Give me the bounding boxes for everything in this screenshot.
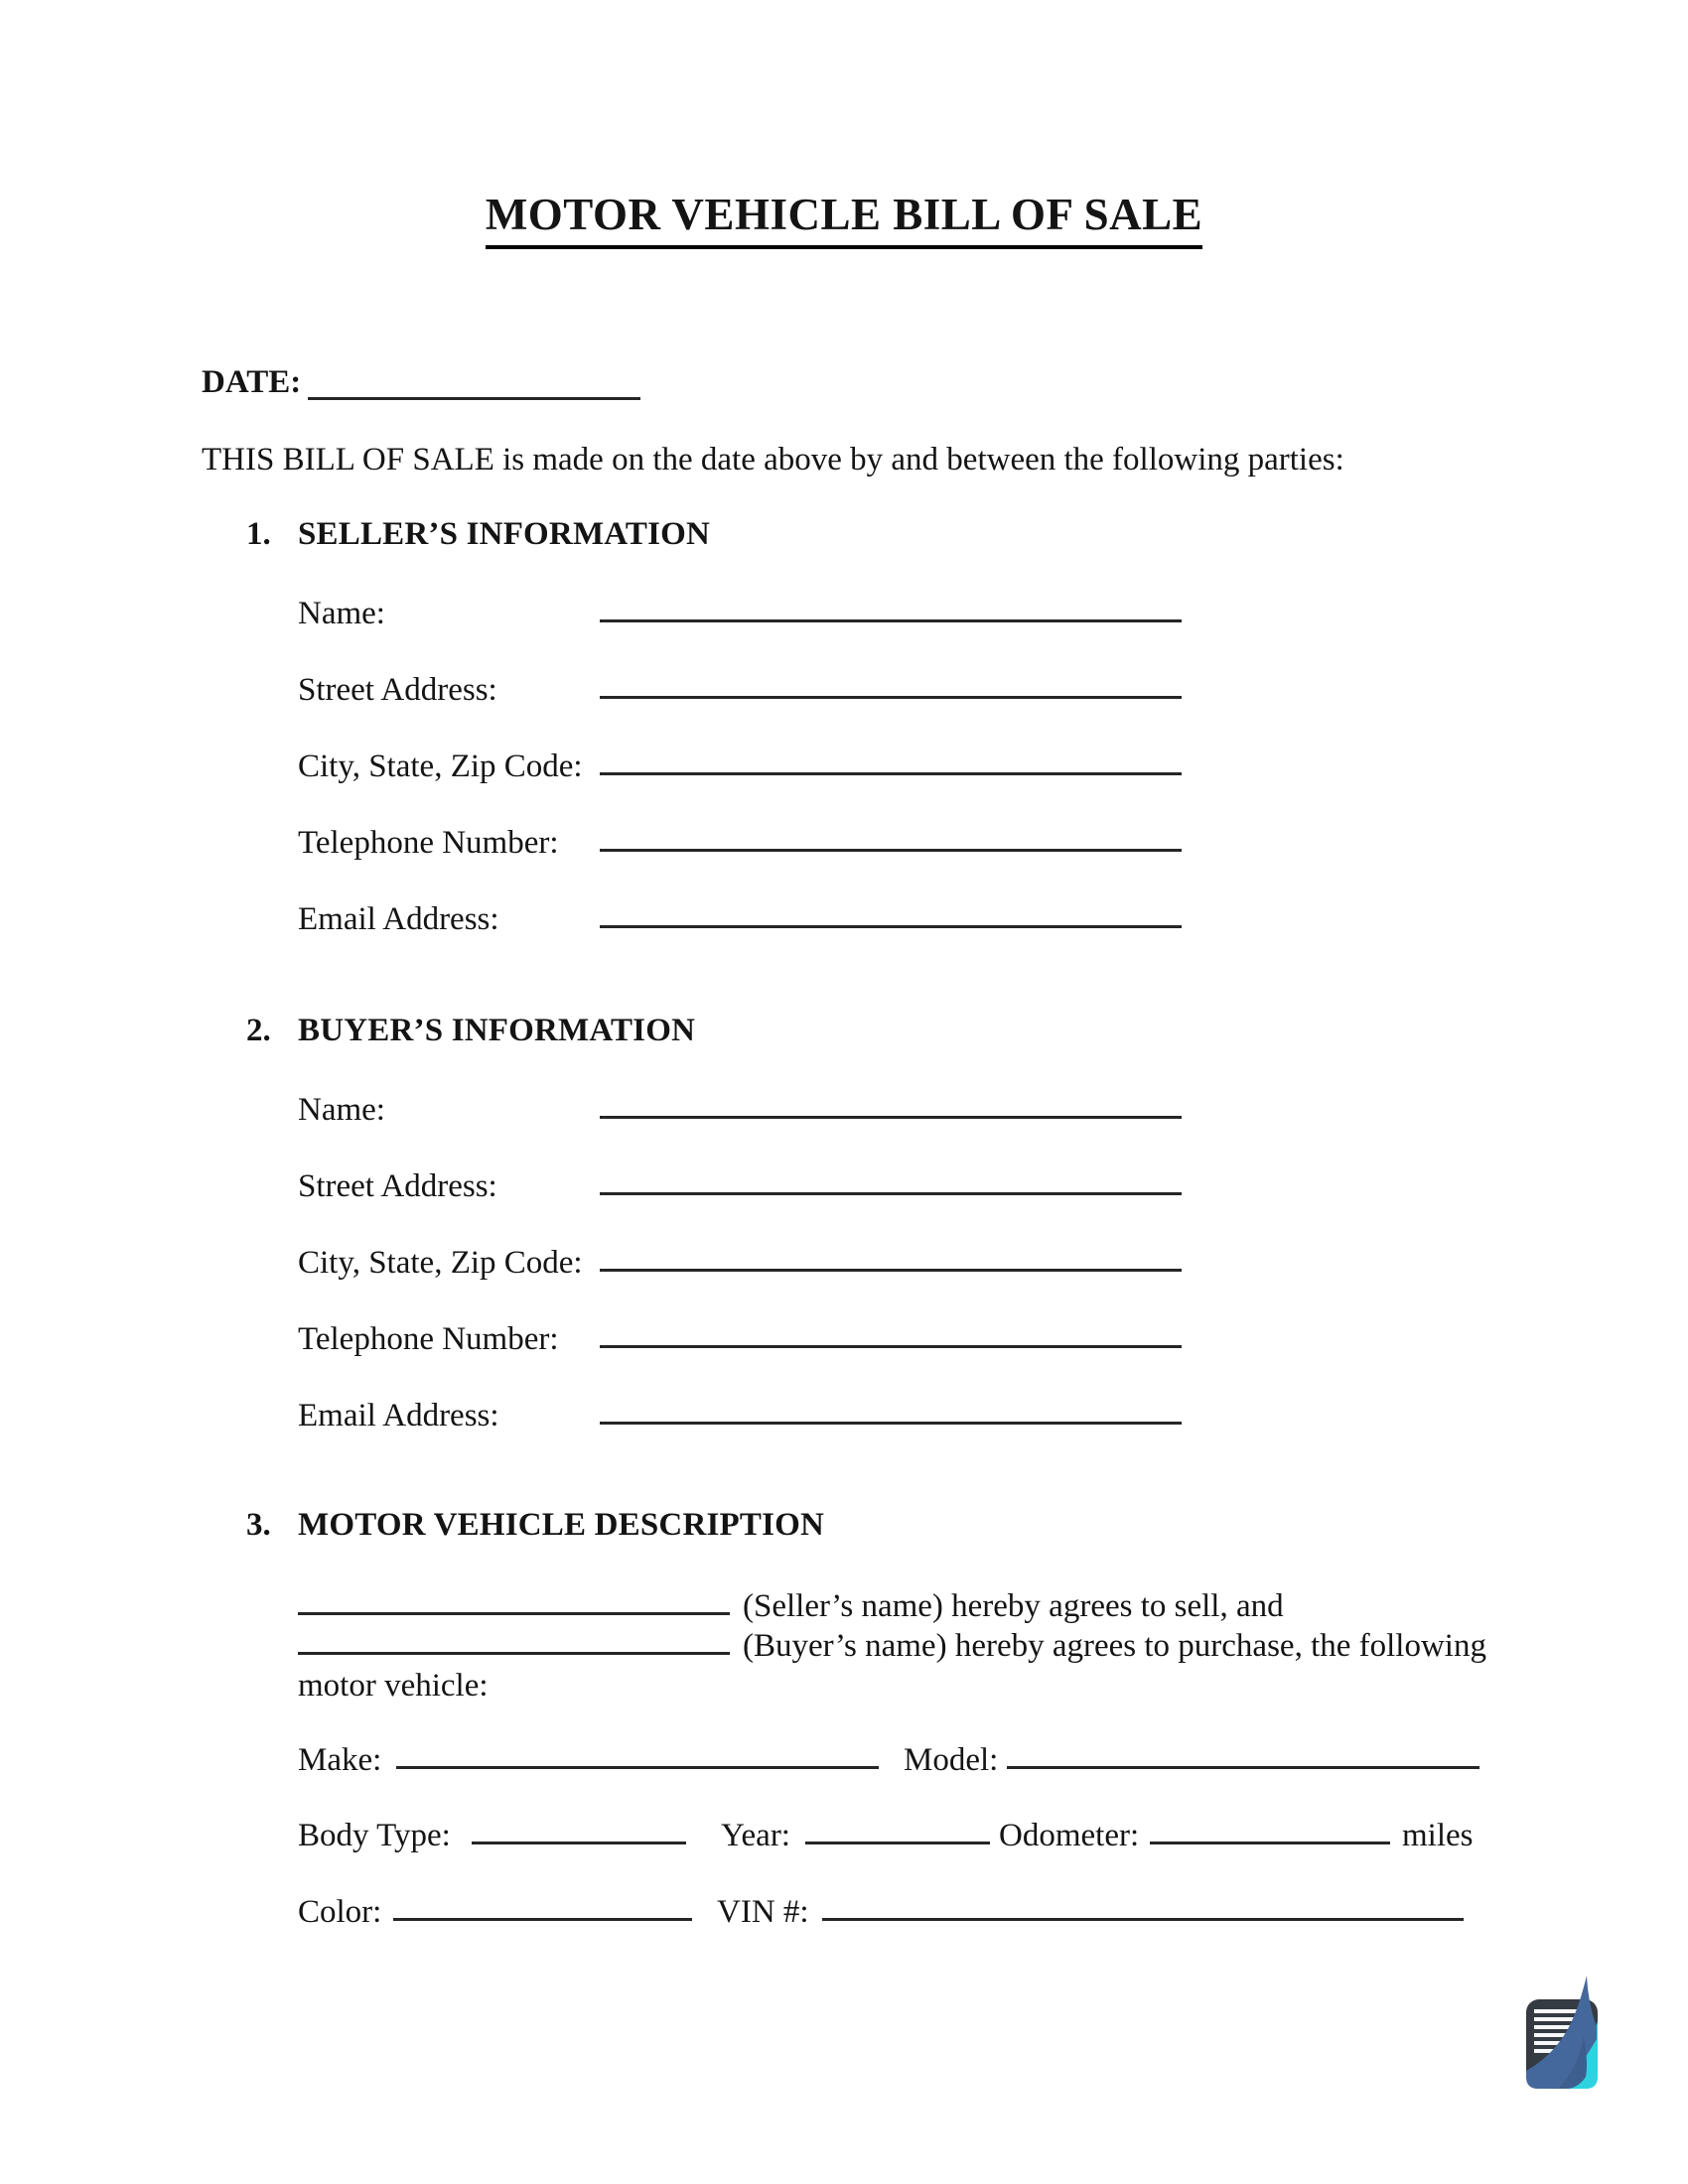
buyer-blank-suffix: (Buyer’s name) hereby agrees to purchase, the following <box>743 1628 1486 1664</box>
buyer-email-input-line[interactable] <box>600 1396 1182 1425</box>
odometer-input-line[interactable] <box>1150 1816 1390 1844</box>
buyer-name-blank-line[interactable] <box>298 1626 730 1655</box>
seller-email-input-line[interactable] <box>600 899 1182 928</box>
buyer-street-input-line[interactable] <box>600 1166 1182 1195</box>
seller-phone-label: Telephone Number: <box>298 825 559 861</box>
vin-label: VIN #: <box>717 1894 809 1930</box>
seller-name-input-line[interactable] <box>600 594 1182 622</box>
buyer-name-label: Name: <box>298 1092 385 1128</box>
year-input-line[interactable] <box>805 1816 990 1844</box>
model-input-line[interactable] <box>1007 1740 1479 1769</box>
make-input-line[interactable] <box>396 1740 879 1769</box>
date-label: DATE: <box>202 364 302 400</box>
vin-input-line[interactable] <box>822 1892 1464 1921</box>
seller-city-state-zip-label: City, State, Zip Code: <box>298 749 583 784</box>
buyer-email-label: Email Address: <box>298 1398 499 1433</box>
color-input-line[interactable] <box>393 1892 692 1921</box>
buyer-phone-label: Telephone Number: <box>298 1321 559 1357</box>
section-1-title: SELLER’S INFORMATION <box>298 516 711 552</box>
seller-street-input-line[interactable] <box>600 670 1182 699</box>
seller-city-state-zip-input-line[interactable] <box>600 747 1182 775</box>
buyer-street-label: Street Address: <box>298 1168 497 1204</box>
buyer-city-state-zip-input-line[interactable] <box>600 1243 1182 1272</box>
make-label: Make: <box>298 1742 382 1778</box>
miles-suffix: miles <box>1402 1818 1474 1853</box>
seller-name-label: Name: <box>298 596 385 631</box>
intro-text: THIS BILL OF SALE is made on the date above by and between the following parties: <box>202 442 1344 478</box>
buyer-phone-input-line[interactable] <box>600 1319 1182 1348</box>
seller-email-label: Email Address: <box>298 901 499 937</box>
section-3-title: MOTOR VEHICLE DESCRIPTION <box>298 1507 825 1543</box>
odometer-label: Odometer: <box>999 1818 1140 1853</box>
seller-name-blank-line[interactable] <box>298 1586 730 1615</box>
buyer-name-input-line[interactable] <box>600 1090 1182 1119</box>
color-label: Color: <box>298 1894 382 1930</box>
date-input-line[interactable] <box>308 371 640 400</box>
section-1-number: 1. <box>246 516 271 552</box>
section-3-number: 3. <box>246 1507 271 1543</box>
title-row <box>0 189 1688 249</box>
body-type-input-line[interactable] <box>472 1816 686 1844</box>
section-2-number: 2. <box>246 1013 271 1048</box>
page-title: MOTOR VEHICLE BILL OF SALE <box>486 189 1202 249</box>
body-type-label: Body Type: <box>298 1818 451 1853</box>
document-swoosh-logo <box>1524 1974 1600 2091</box>
section-2-title: BUYER’S INFORMATION <box>298 1013 696 1048</box>
buyer-city-state-zip-label: City, State, Zip Code: <box>298 1245 583 1281</box>
closing-line: motor vehicle: <box>298 1668 489 1704</box>
model-label: Model: <box>904 1742 999 1778</box>
seller-blank-suffix: (Seller’s name) hereby agrees to sell, and <box>743 1588 1284 1624</box>
year-label: Year: <box>721 1818 790 1853</box>
seller-street-label: Street Address: <box>298 672 497 708</box>
seller-phone-input-line[interactable] <box>600 823 1182 852</box>
